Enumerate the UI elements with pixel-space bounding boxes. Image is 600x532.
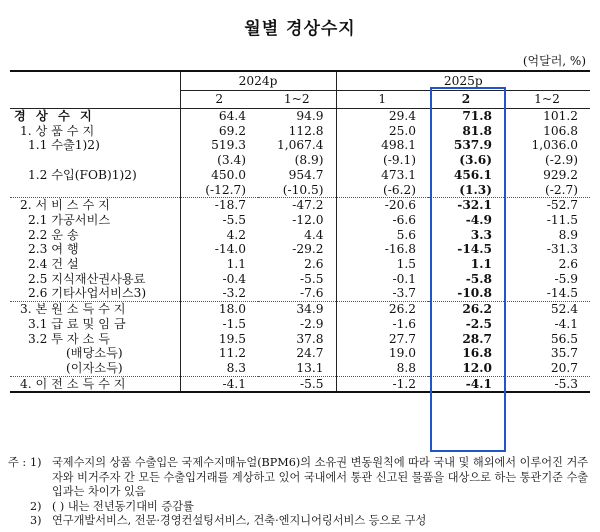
row-label: 1. 상 품 수 지 [20, 123, 95, 138]
table-row [10, 138, 590, 153]
cell-value: -10.8 [457, 286, 493, 301]
unit-label: (억달러, %) [522, 54, 586, 68]
cell-value: 52.4 [504, 302, 590, 317]
cell-value: 954.7 [288, 167, 324, 182]
cell-value: -7.6 [300, 286, 324, 301]
page-title: 월별 경상수지 [244, 19, 356, 39]
cell-value: -4.9 [465, 212, 493, 227]
cell-value: 1,067.4 [276, 138, 324, 153]
current-account-table [10, 70, 590, 393]
cell-value: 25.0 [336, 124, 428, 139]
row-label: 2.2 운 송 [28, 227, 79, 242]
cell-value: 20.7 [550, 360, 579, 375]
row-label: 2.4 건 설 [28, 257, 79, 272]
table-row [10, 302, 590, 317]
cell-value: -6.6 [336, 213, 428, 228]
cell-value: (1.3) [459, 182, 493, 197]
cell-value: -52.7 [504, 198, 590, 213]
cell-value: 537.9 [453, 138, 493, 153]
cell-value: 19.5 [180, 332, 258, 347]
cell-value: 3.3 [470, 227, 493, 242]
cell-value: 2.6 [558, 257, 579, 272]
table-row [10, 168, 590, 183]
cell-value: -47.2 [258, 198, 336, 213]
cell-value: -0.4 [180, 272, 258, 287]
row-label: 4. 이 전 소 득 수 지 [10, 376, 180, 392]
cell-value: -14.5 [546, 286, 579, 301]
cell-value: 1.1 [470, 257, 493, 272]
cell-value: -18.7 [180, 198, 258, 213]
cell-value: 29.4 [336, 109, 428, 124]
table-row [10, 332, 590, 347]
footnote-3 [8, 514, 596, 529]
cell-value: 71.8 [428, 109, 504, 124]
row-label: 1.1 수출1)2) [28, 138, 100, 153]
cell-value: 101.2 [504, 109, 590, 124]
header-row-months [10, 91, 590, 109]
table-row [10, 286, 590, 301]
table-row [10, 346, 590, 361]
header-year-2025: 2025p [336, 71, 590, 91]
table-row [10, 242, 590, 257]
footnote-text: 연구개발서비스, 전문·경영컨설팅서비스, 건축·엔지니어링서비스 등으로 구성 [52, 514, 427, 527]
cell-value: 1,036.0 [531, 138, 579, 153]
cell-value: 24.7 [296, 346, 324, 361]
cell-value: -1.6 [336, 317, 428, 332]
cell-value: 8.3 [180, 361, 258, 376]
footnote-text: ( ) 내는 전년동기대비 증감률 [52, 499, 194, 513]
cell-value: -20.6 [336, 198, 428, 213]
footnotes [8, 456, 596, 529]
cell-value: 18.0 [180, 302, 258, 317]
cell-value: -5.9 [554, 271, 579, 286]
cell-value: -11.5 [546, 212, 579, 227]
row-label: 2.5 지식재산권사용료 [28, 271, 146, 286]
cell-value: -1.2 [336, 376, 428, 392]
cell-value: 498.1 [336, 138, 428, 153]
row-label: 2.1 가공서비스 [28, 212, 111, 227]
cell-value: -5.5 [258, 376, 336, 392]
footnote-prefix: 주 : [8, 456, 27, 469]
cell-value: (-2.9) [545, 153, 579, 168]
row-label [10, 183, 180, 198]
cell-value: 28.7 [462, 331, 493, 346]
cell-value: 4.2 [180, 228, 258, 243]
cell-value: 13.1 [296, 360, 324, 375]
cell-value: 4.4 [304, 227, 324, 242]
table-row [10, 228, 590, 243]
cell-value: -14.5 [457, 242, 493, 257]
cell-value: 12.0 [462, 360, 493, 375]
cell-value: 35.7 [550, 346, 579, 361]
cell-value: -4.1 [180, 376, 258, 392]
cell-value: -0.1 [336, 272, 428, 287]
table-row [10, 153, 590, 168]
cell-value: -14.0 [180, 242, 258, 257]
table-row [10, 361, 590, 376]
footnote-text: 국제수지의 상품 수출입은 국제수지매뉴얼(BPM6)의 소유권 변동원칙에 따라 국내 및 해외에서 이루어진 거주자와 비거주자 간 모든 수출입거래를 계상하고 있어 국내에서 통관 신고된 물품을 대상으로 하는 통관기준 수출입과는 차이가 있음 [52, 456, 589, 498]
header-month: 2 [180, 91, 258, 109]
cell-value: 26.2 [336, 302, 428, 317]
table-row [10, 213, 590, 228]
cell-value: 11.2 [180, 346, 258, 361]
cell-value: (-2.7) [545, 182, 579, 197]
header-row-years [10, 71, 590, 91]
table-row [10, 376, 590, 392]
cell-value: 1.5 [336, 257, 428, 272]
cell-value: 64.4 [180, 109, 258, 124]
cell-value: (-9.1) [336, 153, 428, 168]
cell-value: 27.7 [336, 332, 428, 347]
cell-value: 5.6 [336, 228, 428, 243]
cell-value: (-6.2) [336, 183, 428, 198]
cell-value: 1.1 [180, 257, 258, 272]
cell-value: 37.8 [296, 331, 324, 346]
cell-value: -5.5 [180, 213, 258, 228]
table-row [10, 109, 590, 124]
header-month: 1~2 [283, 92, 310, 106]
cell-value: -5.3 [504, 376, 590, 392]
cell-value: -1.5 [180, 317, 258, 332]
cell-value: -4.1 [428, 376, 504, 392]
row-label: 2.6 기타사업서비스3) [28, 286, 147, 301]
table-row [10, 124, 590, 139]
row-label: (배당소득) [66, 346, 123, 361]
cell-value: 19.0 [336, 346, 428, 361]
cell-value: -32.1 [428, 198, 504, 213]
table-row [10, 183, 590, 198]
cell-value: -5.8 [465, 271, 493, 286]
cell-value: 450.0 [180, 168, 258, 183]
header-year-2024: 2024p [180, 71, 336, 91]
cell-value: -31.3 [546, 242, 579, 257]
cell-value: (8.9) [294, 153, 324, 168]
cell-value: 56.5 [550, 331, 579, 346]
header-month: 1~2 [534, 92, 560, 106]
table-row [10, 272, 590, 287]
footnote-number: 1) [30, 456, 42, 469]
footnote-number: 3) [30, 514, 42, 527]
table-row [10, 198, 590, 213]
cell-value: (3.6) [459, 153, 493, 168]
cell-value: 8.9 [558, 227, 579, 242]
header-month: 2 [461, 92, 471, 106]
cell-value: 16.8 [462, 346, 493, 361]
row-label: (이자소득) [66, 360, 123, 375]
header-month: 1 [336, 91, 428, 109]
cell-value: -16.8 [336, 242, 428, 257]
row-label [10, 153, 180, 168]
cell-value: -2.5 [465, 316, 493, 331]
cell-value: 8.8 [336, 361, 428, 376]
cell-value: (3.4) [180, 153, 258, 168]
cell-value: 456.1 [453, 167, 493, 182]
cell-value: 94.9 [258, 109, 336, 124]
cell-value: (-10.5) [282, 182, 324, 197]
row-label: 3. 본 원 소 득 수 지 [10, 302, 180, 317]
row-label: 1.2 수입(FOB)1)2) [28, 167, 137, 182]
cell-value: 112.8 [288, 123, 324, 138]
cell-value: -2.9 [300, 316, 324, 331]
cell-value: (-12.7) [180, 183, 258, 198]
cell-value: 81.8 [462, 123, 493, 138]
row-label: 3.1 급 료 및 임 금 [28, 316, 126, 331]
row-label: 2. 서 비 스 수 지 [10, 198, 180, 213]
cell-value: 26.2 [428, 302, 504, 317]
cell-value: -5.5 [300, 271, 324, 286]
footnote-1 [8, 456, 596, 500]
row-label: 경 상 수 지 [10, 109, 180, 124]
row-label: 2.3 여 행 [28, 242, 79, 257]
cell-value: -4.1 [554, 316, 579, 331]
cell-value: 519.3 [180, 138, 258, 153]
cell-value: 929.2 [543, 167, 579, 182]
cell-value: 106.8 [543, 123, 579, 138]
table-row [10, 317, 590, 332]
cell-value: 2.6 [304, 257, 324, 272]
cell-value: 473.1 [336, 168, 428, 183]
cell-value: 34.9 [258, 302, 336, 317]
cell-value: -3.7 [336, 286, 428, 301]
cell-value: -29.2 [292, 242, 324, 257]
table-row [10, 257, 590, 272]
footnote-number: 2) [30, 499, 42, 513]
cell-value: -12.0 [292, 212, 324, 227]
footnote-2 [8, 500, 596, 515]
cell-value: 69.2 [180, 124, 258, 139]
row-label: 3.2 투 자 소 득 [28, 331, 110, 346]
cell-value: -3.2 [180, 286, 258, 301]
